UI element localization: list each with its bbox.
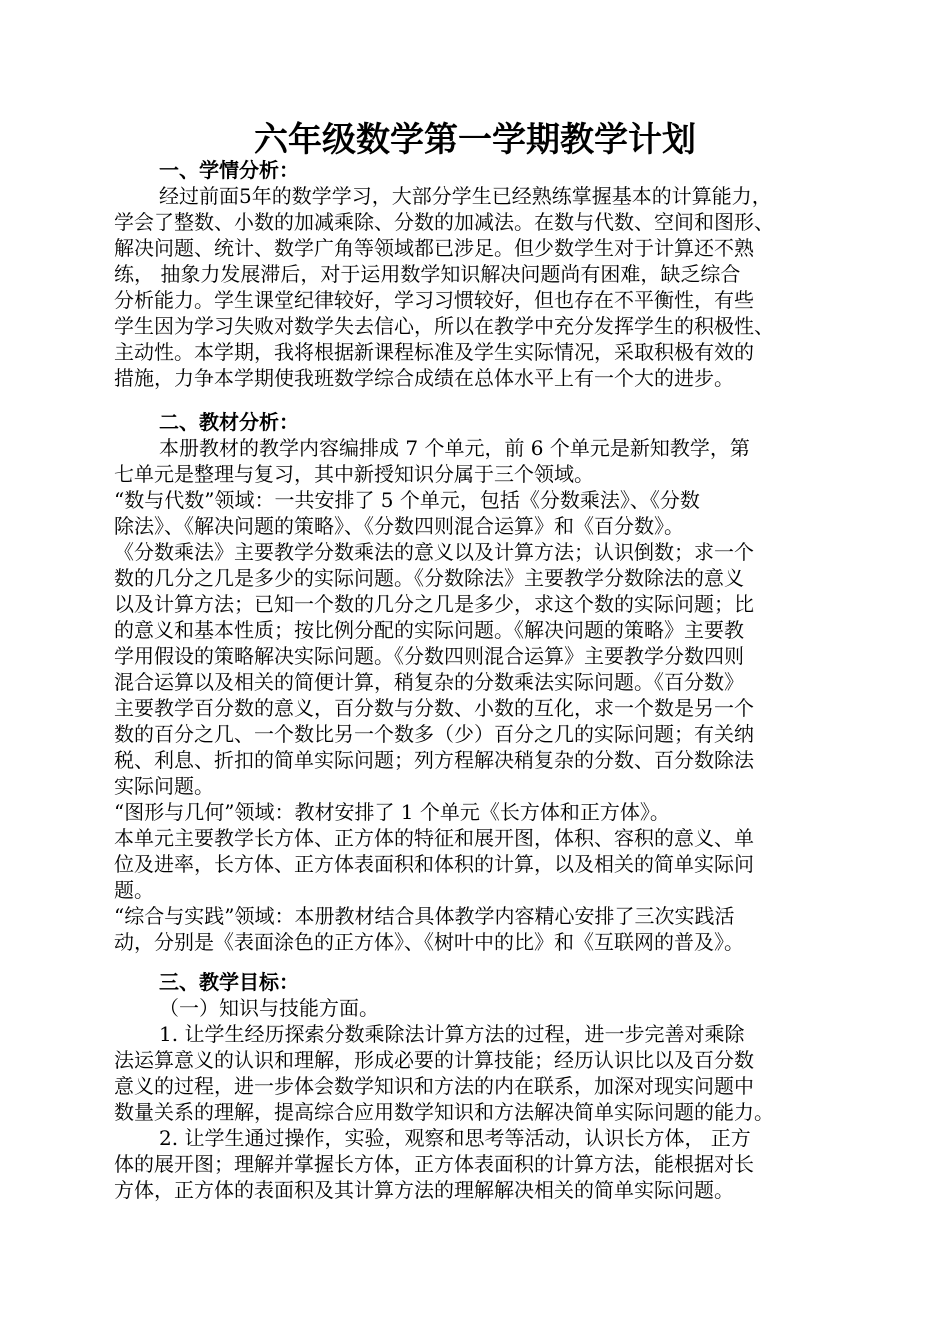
paragraph-line: 分析能力。学生课堂纪律较好，学习习惯较好，但也存在不平衡性，有些 (114, 288, 754, 312)
paragraph-line: “图形与几何”领域：教材安排了 1 个单元《长方体和正方体》。 (114, 800, 670, 824)
paragraph-line: 数的百分之几、一个数比另一个数多（少）百分之几的实际问题；有关纳 (114, 722, 754, 746)
paragraph-line: 七单元是整理与复习，其中新授知识分属于三个领域。 (114, 462, 594, 486)
paragraph-line: 主要教学百分数的意义，百分数与分数、小数的互化，求一个数是另一个 (114, 696, 754, 720)
paragraph-line: 学生因为学习失败对数学失去信心，所以在教学中充分发挥学生的积极性、 (114, 314, 774, 338)
paragraph-line: 经过前面5年的数学学习，大部分学生已经熟练掌握基本的计算能力， (159, 184, 772, 208)
paragraph-line: 主动性。本学期，我将根据新课程标准及学生实际情况，采取积极有效的 (114, 340, 754, 364)
paragraph-line: 本单元主要教学长方体、正方体的特征和展开图，体积、容积的意义、单 (114, 826, 754, 850)
paragraph-line: 混合运算以及相关的简便计算，稍复杂的分数乘法实际问题。《百分数》 (114, 670, 744, 694)
paragraph-line: 数量关系的理解，提高综合应用数学知识和方法解决简单实际问题的能力。 (114, 1100, 774, 1124)
paragraph-line: 数的几分之几是多少的实际问题。《分数除法》主要教学分数除法的意义 (114, 566, 744, 590)
paragraph-line: 除法》、《解决问题的策略》、《分数四则混合运算》和《百分数》。 (114, 514, 684, 538)
paragraph-line: 实际问题。 (114, 774, 214, 798)
paragraph-line: 体的展开图；理解并掌握长方体，正方体表面积的计算方法，能根据对长 (114, 1152, 754, 1176)
paragraph-line: 《分数乘法》主要教学分数乘法的意义以及计算方法；认识倒数；求一个 (114, 540, 754, 564)
paragraph-line: 1. 让学生经历探索分数乘除法计算方法的过程，进一步完善对乘除 (159, 1022, 745, 1046)
paragraph-line: “数与代数”领域：一共安排了 5 个单元，包括《分数乘法》、《分数 (114, 488, 700, 512)
paragraph-line: 2. 让学生通过操作，实验，观察和思考等活动，认识长方体， 正方 (159, 1126, 751, 1150)
paragraph-line: 题。 (114, 878, 154, 902)
document-title: 六年级数学第一学期教学计划 (254, 120, 696, 160)
paragraph-line: 解决问题、统计、数学广角等领域都已涉足。但少数学生对于计算还不熟 (114, 236, 754, 260)
paragraph-line: 方体，正方体的表面积及其计算方法的理解解决相关的简单实际问题。 (114, 1178, 734, 1202)
paragraph-line: 意义的过程，进一步体会数学知识和方法的内在联系，加深对现实问题中 (114, 1074, 754, 1098)
paragraph-line: 位及进率，长方体、正方体表面积和体积的计算，以及相关的简单实际问 (114, 852, 754, 876)
paragraph-line: 税、利息、折扣的简单实际问题；列方程解决稍复杂的分数、百分数除法 (114, 748, 754, 772)
paragraph-line: 的意义和基本性质；按比例分配的实际问题。《解决问题的策略》主要教 (114, 618, 744, 642)
paragraph-line: 法运算意义的认识和理解，形成必要的计算技能；经历认识比以及百分数 (114, 1048, 754, 1072)
paragraph-line: “综合与实践”领域：本册教材结合具体教学内容精心安排了三次实践活 (114, 904, 735, 928)
section-heading-student-analysis: 一、学情分析： (159, 158, 299, 182)
paragraph-line: 学会了整数、小数的加减乘除、分数的加减法。在数与代数、空间和图形、 (114, 210, 774, 234)
paragraph-line: 措施，力争本学期使我班数学综合成绩在总体水平上有一个大的进步。 (114, 366, 734, 390)
section-heading-teaching-goals: 三、教学目标： (159, 970, 299, 994)
paragraph-line: 学用假设的策略解决实际问题。《分数四则混合运算》主要教学分数四则 (114, 644, 744, 668)
paragraph-line: （一）知识与技能方面。 (159, 996, 379, 1020)
section-heading-textbook-analysis: 二、教材分析： (159, 410, 299, 434)
paragraph-line: 本册教材的教学内容编排成 7 个单元，前 6 个单元是新知教学，第 (159, 436, 750, 460)
paragraph-line: 动，分别是《表面涂色的正方体》、《树叶中的比》和《互联网的普及》。 (114, 930, 744, 954)
paragraph-line: 练， 抽象力发展滞后，对于运用数学知识解决问题尚有困难，缺乏综合 (114, 262, 741, 286)
paragraph-line: 以及计算方法；已知一个数的几分之几是多少，求这个数的实际问题；比 (114, 592, 754, 616)
